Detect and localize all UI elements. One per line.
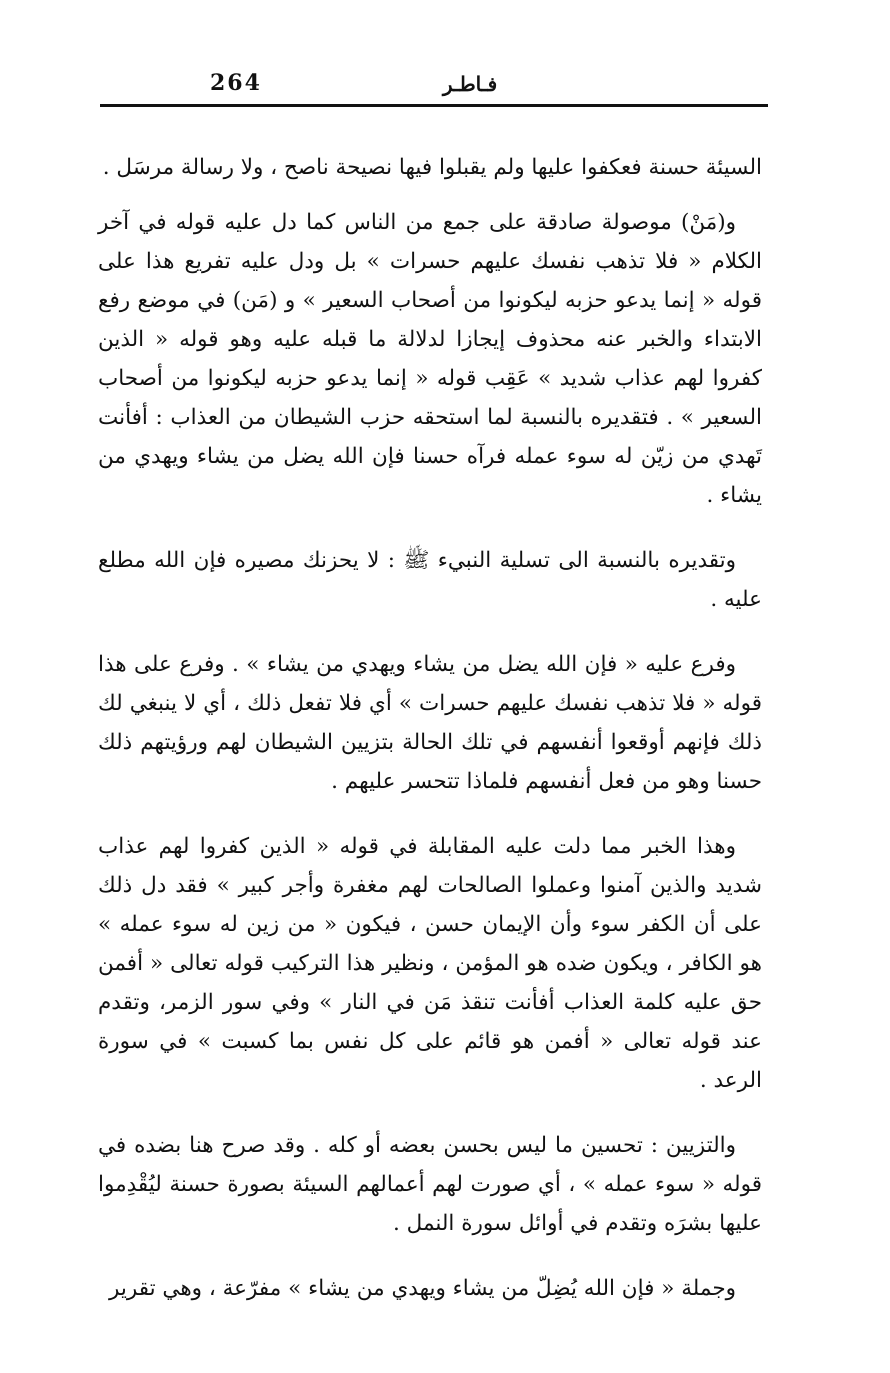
header-rule: [100, 104, 768, 107]
paragraph-5: وهذا الخبر مما دلت عليه المقابلة في قوله « الذين كفروا لهم عذاب شديد والذين آمنوا وعملوا الصالحات لهم مغفرة وأجر كبير » فقد دل ذلك على أن الكفر سوء وأن الإيمان حسن ، فيكون « من زين له سوء عمله » هو الكافر ، ويكون ضده هو المؤمن ، ونظير هذا التركيب قوله تعالى « أفمن حق عليه كلمة العذاب أفأنت تنقذ مَن في النار » وفي سور الزمر، وتقدم عند قوله تعالى « أفمن هو قائم على كل نفس بما كسبت » في سورة الرعد .: [98, 834, 762, 1093]
page-number: 264: [210, 70, 262, 96]
page-header: [100, 66, 768, 106]
paragraph-7: وجملة « فإن الله يُضِلّ من يشاء ويهدي من يشاء » مفرّعة ، وهي تقرير: [109, 1276, 736, 1301]
paragraph-2: و(مَنْ) موصولة صادقة على جمع من الناس كما دل عليه قوله في آخر الكلام « فلا تذهب نفسك عليهم حسرات » بل ودل عليه تفريع هذا على قوله « إنما يدعو حزبه ليكونوا من أصحاب السعير » و (مَن) في موضع رفع الابتداء والخبر عنه محذوف إيجازا لدلالة ما قبله عليه وهو قوله « الذين كفروا لهم عذاب شديد » عَقِب قوله « إنما يدعو حزبه ليكونوا من أصحاب السعير » . فتقديره بالنسبة لما استحقه حزب الشيطان من العذاب : أفأنت تَهدي من زيّن له سوء عمله فرآه حسنا فإن الله يضل من يشاء ويهدي من يشاء .: [98, 210, 762, 508]
text-body: [98, 148, 762, 1334]
paragraph-6: والتزيين : تحسين ما ليس بحسن بعضه أو كله . وقد صرح هنا بضده في قوله « سوء عمله » ، أي صورت لهم أعمالهم السيئة بصورة حسنة ليُقْدِموا عليها بشرَه وتقدم في أوائل سورة النمل .: [98, 1133, 762, 1236]
paragraph-1: السيئة حسنة فعكفوا عليها ولم يقبلوا فيها نصيحة ناصح ، ولا رسالة مرسَل .: [102, 155, 762, 180]
paragraph-4: وفرع عليه « فإن الله يضل من يشاء ويهدي من يشاء » . وفرع على هذا قوله « فلا تذهب نفسك عليهم حسرات » أي فلا تفعل ذلك ، أي لا ينبغي لك ذلك فإنهم أوقعوا أنفسهم في تلك الحالة بتزيين الشيطان لهم ورؤيتهم ذلك حسنا وهو من فعل أنفسهم فلماذا تتحسر عليهم .: [98, 652, 762, 794]
paragraph-3: وتقديره بالنسبة الى تسلية النبيء ﷺ : لا يحزنك مصيره فإن الله مطلع عليه .: [98, 548, 762, 612]
running-title: فـاطـر: [442, 72, 498, 96]
